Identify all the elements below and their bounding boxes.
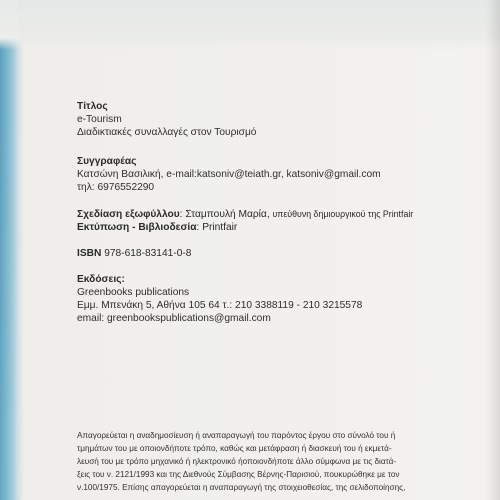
isbn-block bbox=[77, 247, 477, 260]
notice-line-2: τμημάτων του με οποιονδήποτε τρόπο, καθώς και μετάφραση ή διασκευή του ή εκμετά- bbox=[77, 444, 392, 453]
isbn-row bbox=[77, 247, 477, 260]
title-label: Τίτλος bbox=[77, 101, 108, 112]
title-line-2: Διαδικτιακές συναλλαγές στον Τουρισμό bbox=[77, 127, 257, 138]
isbn-label: ISBN bbox=[77, 248, 102, 259]
publisher-line-1: Greenbooks publications bbox=[77, 287, 190, 298]
printing-row bbox=[77, 221, 477, 234]
notice-line-3: λευσή του με τρόπο μηχανικό ή ηλεκτρονικό ήοποιονδήποτε άλλο σύμφωνα με τις διατά- bbox=[77, 457, 397, 466]
author-label: Συγγραφέας bbox=[77, 156, 137, 167]
author-line-1: Κατσώνη Βασιλική, e-mail:katsoniv@teiath.gr, katsoniv@gmail.com bbox=[77, 169, 381, 180]
publisher-block bbox=[77, 273, 477, 325]
credits-block bbox=[77, 208, 477, 234]
printing-label: Εκτύπωση - Βιβλιοδεσία bbox=[77, 222, 197, 233]
isbn-value: 978-618-83141-0-8 bbox=[104, 248, 192, 259]
copyright-content bbox=[77, 100, 477, 325]
author-block bbox=[77, 155, 477, 194]
publisher-line-3: email: greenbookspublications@gmail.com bbox=[77, 313, 271, 324]
spine-edge bbox=[0, 0, 18, 500]
publisher-heading bbox=[77, 273, 477, 286]
publisher-label: Εκδόσεις bbox=[77, 274, 122, 285]
printing-value: : Printfair bbox=[196, 222, 238, 233]
cover-design-name: : Σταμπουλή Μαρία, bbox=[179, 209, 270, 220]
cover-design-row bbox=[77, 208, 477, 221]
title-line-1: e-Tourism bbox=[77, 114, 122, 125]
title-block bbox=[77, 100, 477, 139]
publisher-label-suffix: : bbox=[121, 274, 125, 285]
cover-design-label: Σχεδίαση εξωφύλλου bbox=[77, 209, 180, 220]
author-line-2: τηλ: 6976552290 bbox=[77, 182, 155, 193]
publisher-line-2: Εμμ. Μπενάκη 5, Αθήνα 105 64 τ.: 210 3388119 - 210 3215578 bbox=[77, 300, 363, 311]
notice-line-1: Απαγορεύεται η αναδημοσίευση ή αναπαραγωγή του παρόντος έργου στο σύνολό του ή bbox=[77, 431, 396, 440]
cover-design-note: υπεύθυνη δημιουργικού της Printfair bbox=[272, 209, 414, 219]
copyright-notice bbox=[77, 429, 495, 494]
page-edge-shadow bbox=[486, 0, 500, 500]
top-band bbox=[0, 0, 500, 50]
notice-line-5: ν.100/1975. Επίσης απαγορεύεται η αναπαραγωγή της στοιχειοθεσίας, της σελιδοποίησης, bbox=[77, 483, 406, 492]
notice-line-4: ξεις του ν. 2121/1993 και της Διεθνούς Σύμβασης Βέρνης-Παρισιού, πουκυρώθηκε με τον bbox=[77, 470, 400, 479]
